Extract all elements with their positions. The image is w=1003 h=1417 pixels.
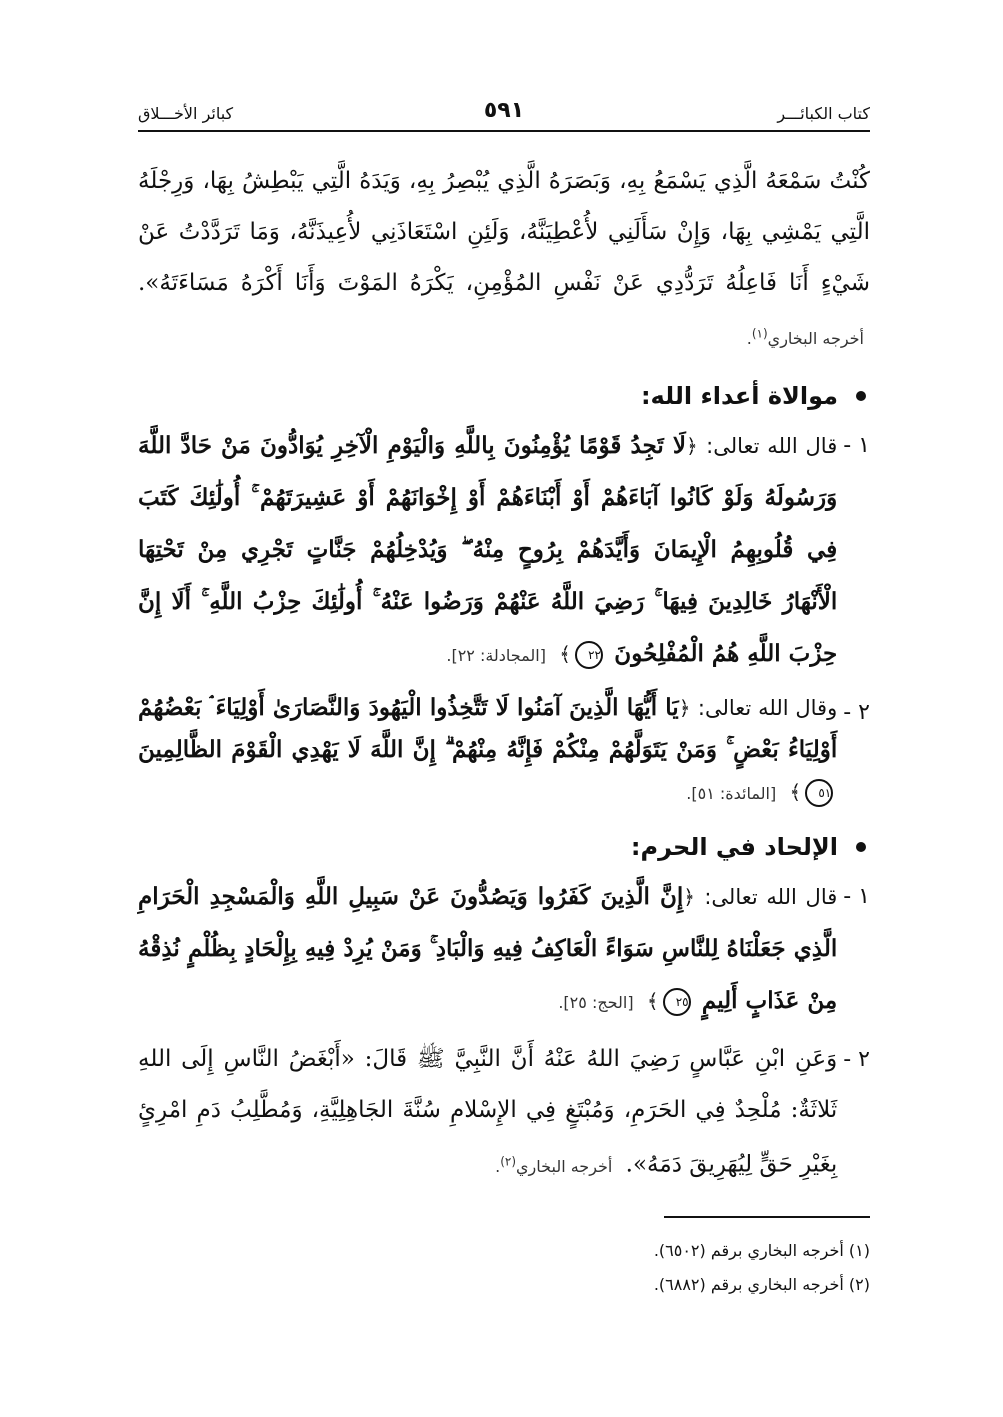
footnotes xyxy=(138,1232,870,1304)
footnote-divider xyxy=(664,1216,870,1218)
bullet-icon xyxy=(856,391,866,401)
quran-text: إِنَّ الَّذِينَ كَفَرُوا وَيَصُدُّونَ عَنْ سَبِيلِ اللَّهِ وَالْمَسْجِدِ الْحَرَامِ الَّذِي جَعَلْنَاهُ لِلنَّاسِ سَوَاءً الْعَاكِفُ فِيهِ وَالْبَادِ ۚ وَمَنْ يُرِدْ فِيهِ بِإِلْحَادٍ بِظُلْمٍ نُذِقْهُ مِنْ عَذَابٍ أَلِيمٍ xyxy=(138,883,838,1015)
bullet-icon xyxy=(856,842,866,852)
quran-close-bracket: ﴾ xyxy=(646,989,659,1014)
source-label: أخرجه البخاري xyxy=(516,1156,613,1176)
quran-open-bracket: ﴿ xyxy=(686,434,698,459)
quran-text: يَا أَيُّهَا الَّذِينَ آمَنُوا لَا تَتَّخِذُوا الْيَهُودَ وَالنَّصَارَىٰ أَوْلِيَاءَ ۘ بَعْضُهُمْ أَوْلِيَاءُ بَعْضٍ ۚ وَمَنْ يَتَوَلَّهُمْ مِنْكُمْ فَإِنَّهُ مِنْهُمْ ۗ إِنَّ اللَّهَ لَا يَهْدِي الْقَوْمَ الظَّالِمِينَ xyxy=(138,694,838,764)
item-number: ٢ - xyxy=(843,1047,870,1073)
hadith-continuation xyxy=(138,156,870,364)
footnote-item: (٢) أخرجه البخاري برقم (٦٨٨٢). xyxy=(653,1275,870,1294)
section-heading-2 xyxy=(138,833,870,861)
quran-open-bracket: ﴿ xyxy=(678,696,691,721)
hadith-text: وَعَنِ ابْنِ عَبَّاسٍ رَضِيَ اللهُ عَنْهُ أَنَّ النَّبِيَّ ﷺ قَالَ: «أَبْغَضُ النَّاسِ إِلَى اللهِ ثَلاثَةٌ: مُلْحِدٌ فِي الحَرَمِ، وَمُبْتَغٍ فِي الإِسْلامِ سُنَّةَ الجَاهِلِيَّةِ، وَمُطَّلِبُ دَمِ امْرِئٍ بِغَيْرِ حَقٍّ لِيُهَرِيقَ دَمَهُ». xyxy=(138,1046,838,1178)
hadith-source xyxy=(747,329,864,348)
section-title: موالاة أعداء الله: xyxy=(640,382,838,411)
quran-close-bracket: ﴾ xyxy=(789,780,802,805)
section-title: الإلحاد في الحرم: xyxy=(630,833,838,862)
book-title: كتاب الكبائـــر xyxy=(777,104,870,123)
item-number: ٢ - xyxy=(843,700,870,726)
footnote-item: (١) أخرجه البخاري برقم (٦٥٠٢). xyxy=(653,1241,870,1260)
source-label: أخرجه البخاري xyxy=(767,329,864,349)
verse-item xyxy=(138,420,870,681)
page-number: ٥٩١ xyxy=(483,98,525,123)
ayah-number-icon: ٥١ xyxy=(805,779,833,807)
item-text xyxy=(138,687,837,815)
surah-reference: [المجادلة: ٢٢]. xyxy=(446,646,546,666)
item-intro: قال الله تعالى: xyxy=(706,434,838,459)
source-end: . xyxy=(746,329,752,349)
hadith-item xyxy=(138,1034,870,1191)
page-header xyxy=(138,96,870,132)
hadith-text: كُنْتُ سَمْعَهُ الَّذِي يَسْمَعُ بِهِ، وَبَصَرَهُ الَّذِي يُبْصِرُ بِهِ، وَيَدَهُ الَّتِي يَبْطِشُ بِهَا، وَرِجْلَهُ الَّتِي يَمْشِي بِهَا، وَإِنْ سَأَلَنِي لأُعْطِيَنَّهُ، وَلَئِنِ اسْتَعَاذَنِي لأُعِيذَنَّهُ، وَمَا تَرَدَّدْتُ عَنْ شَيْءٍ أَنَا فَاعِلُهُ تَرَدُّدِي عَنْ نَفْسِ المُؤْمِنِ، يَكْرَهُ المَوْتَ وَأَنَا أَكْرَهُ مَسَاءَتَهُ». xyxy=(138,168,870,296)
quran-text: لَا تَجِدُ قَوْمًا يُؤْمِنُونَ بِاللَّهِ وَالْيَوْمِ الْآخِرِ يُوَادُّونَ مَنْ حَادَّ اللَّهَ وَرَسُولَهُ وَلَوْ كَانُوا آبَاءَهُمْ أَوْ أَبْنَاءَهُمْ أَوْ إِخْوَانَهُمْ أَوْ عَشِيرَتَهُمْ ۚ أُولَٰئِكَ كَتَبَ فِي قُلُوبِهِمُ الْإِيمَانَ وَأَيَّدَهُمْ بِرُوحٍ مِنْهُ ۖ وَيُدْخِلُهُمْ جَنَّاتٍ تَجْرِي مِنْ تَحْتِهَا الْأَنْهَارُ خَالِدِينَ فِيهَا ۚ رَضِيَ اللَّهُ عَنْهُمْ وَرَضُوا عَنْهُ ۚ أُولَٰئِكَ حِزْبُ اللَّهِ ۚ أَلَا إِنَّ حِزْبَ اللَّهِ هُمُ الْمُفْلِحُونَ xyxy=(138,432,838,668)
ayah-number-icon: ٢٥ xyxy=(663,988,691,1016)
surah-reference: [الحج: ٢٥]. xyxy=(558,993,634,1013)
item-number: ١ - xyxy=(843,884,870,910)
quran-open-bracket: ﴿ xyxy=(683,885,695,910)
chapter-title: كبائر الأخـــلاق xyxy=(138,104,234,123)
footnote-mark: (١) xyxy=(751,327,768,341)
item-intro: وقال الله تعالى: xyxy=(697,696,838,721)
source-end: . xyxy=(495,1156,501,1176)
verse-item xyxy=(138,871,870,1028)
page-body xyxy=(138,156,870,1192)
quran-close-bracket: ﴾ xyxy=(559,642,571,667)
ayah-number-icon: ٢٢ xyxy=(575,641,603,669)
item-intro: قال الله تعالى: xyxy=(704,885,838,910)
verse-item xyxy=(138,687,870,815)
surah-reference: [المائدة: ٥١]. xyxy=(686,784,777,804)
item-number: ١ - xyxy=(843,433,870,459)
item-text xyxy=(138,420,837,681)
item-text xyxy=(138,871,837,1028)
book-page xyxy=(138,96,870,1326)
footnote-mark: (٢) xyxy=(500,1154,517,1169)
hadith-source xyxy=(495,1154,613,1176)
item-text xyxy=(138,1034,837,1191)
section-heading-1 xyxy=(138,382,870,410)
